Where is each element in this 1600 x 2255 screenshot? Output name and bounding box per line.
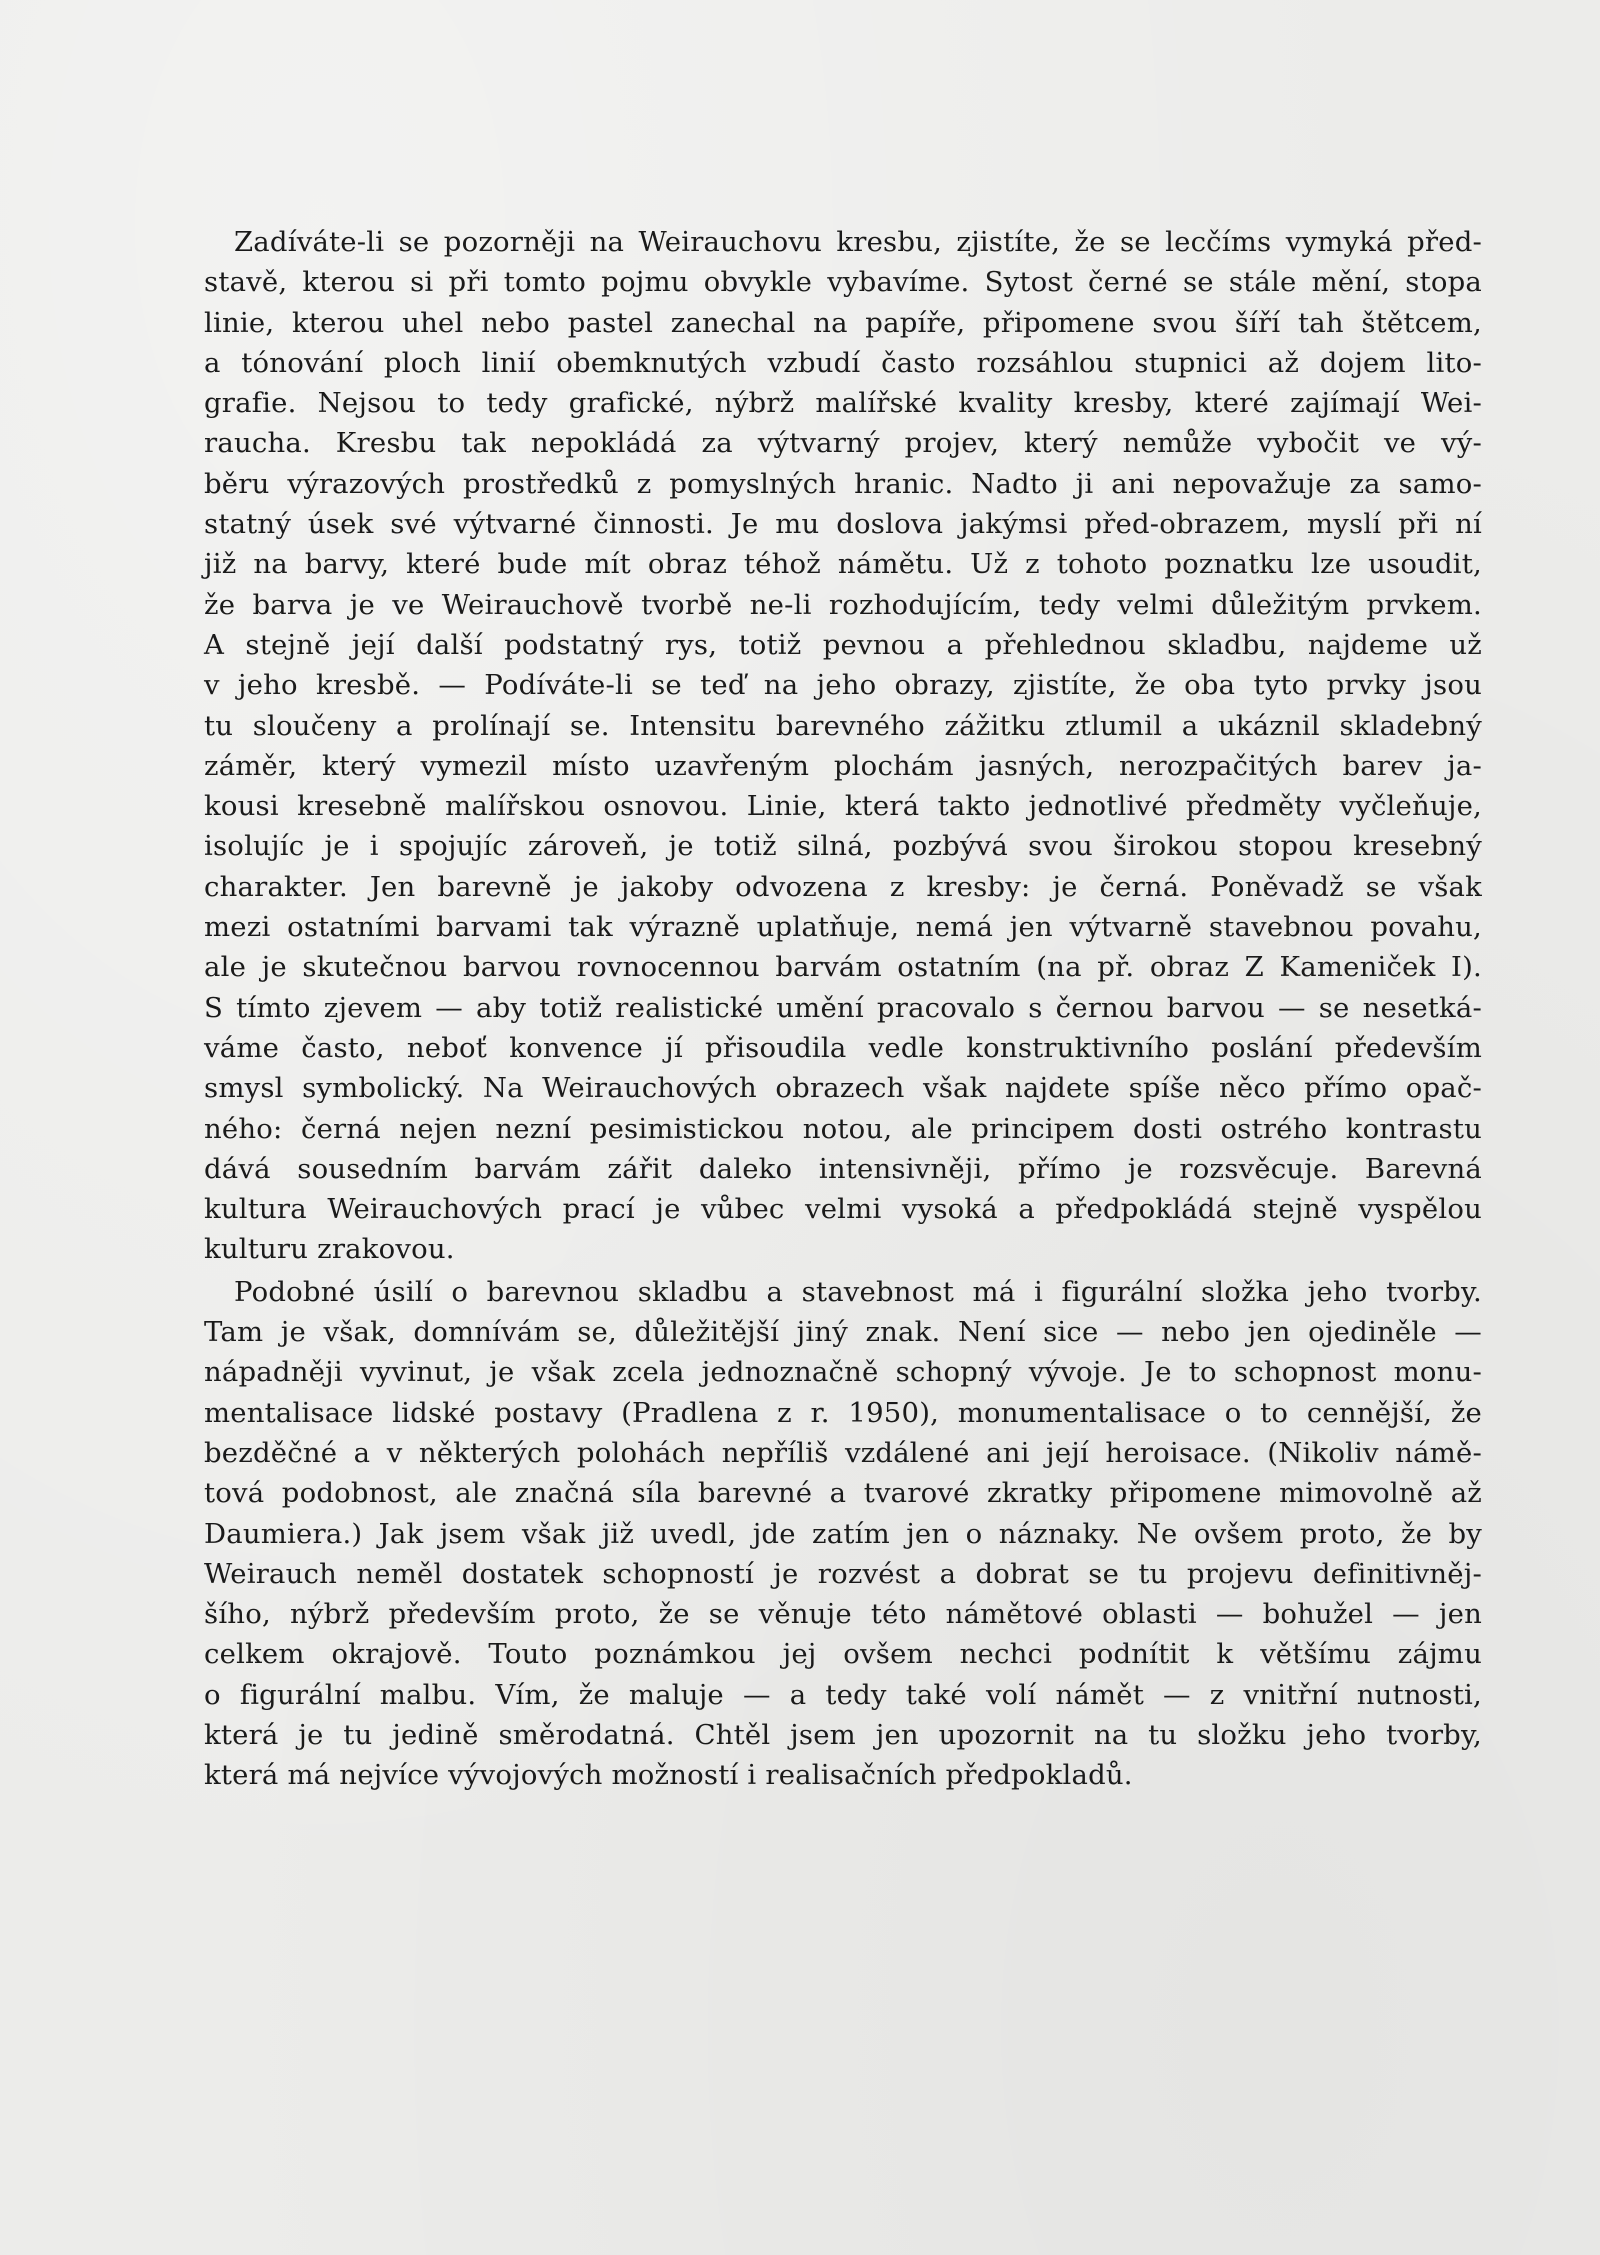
text-line: Podobné úsilí o barevnou skladbu a stavebnost má i figurální složka jeho tvorby. — [234, 1275, 1482, 1308]
text-line: o figurální malbu. Vím, že maluje — a tedy také volí námět — z vnitřní nutnosti, — [204, 1678, 1482, 1711]
text-line: která je tu jedině směrodatná. Chtěl jsem jen upozornit na tu složku jeho tvorby, — [204, 1718, 1482, 1751]
text-line: raucha. Kresbu tak nepokládá za výtvarný projev, který nemůže vybočit ve vý- — [204, 427, 1482, 460]
text-line: kulturu zrakovou. — [204, 1233, 455, 1266]
text-line: Tam je však, domnívám se, důležitější jiný znak. Není sice — nebo jen ojediněle — — [204, 1316, 1482, 1349]
text-line: tová podobnost, ale značná síla barevné a tvarové zkratky připomene mimovolně až — [204, 1477, 1482, 1510]
text-line: kultura Weirauchových prací je vůbec velmi vysoká a předpokládá stejně vyspělou — [204, 1193, 1482, 1226]
text-line: Zadíváte-li se pozorněji na Weirauchovu kresbu, zjistíte, že se lecčíms vymyká před- — [234, 226, 1482, 258]
text-line: grafie. Nejsou to tedy grafické, nýbrž malířské kvality kresby, které zajímají Wei- — [204, 387, 1482, 420]
text-line: mezi ostatními barvami tak výrazně uplatňuje, nemá jen výtvarně stavebnou povahu, — [204, 911, 1482, 944]
text-line: již na barvy, které bude mít obraz téhož námětu. Už z tohoto poznatku lze usoudit, — [204, 548, 1482, 581]
text-line: kousi kresebně malířskou osnovou. Linie, která takto jednotlivé předměty vyčleňuje, — [204, 790, 1482, 823]
text-line: která má nejvíce vývojových možností i realisačních předpokladů. — [204, 1759, 1133, 1792]
text-line: mentalisace lidské postavy (Pradlena z r. 1950), monumentalisace o to cennější, že — [204, 1396, 1482, 1429]
text-line: charakter. Jen barevně je jakoby odvozena z kresby: je černá. Poněvadž se však — [204, 870, 1482, 903]
text-line: tu sloučeny a prolínají se. Intensitu barevného zážitku ztlumil a ukáznil skladebný — [204, 709, 1482, 742]
text-line: bezděčné a v některých polohách nepříliš vzdálené ani její heroisace. (Nikoliv námě- — [204, 1436, 1482, 1469]
text-line: nápadněji vyvinut, je však zcela jednoznačně schopný vývoje. Je to schopnost monu- — [204, 1356, 1482, 1389]
text-line: stavě, kterou si při tomto pojmu obvykle vybavíme. Sytost černé se stále mění, stopa — [204, 266, 1482, 299]
text-line: šího, nýbrž především proto, že se věnuje této námětové oblasti — bohužel — jen — [204, 1598, 1482, 1631]
text-line: váme často, neboť konvence jí přisoudila vedle konstruktivního poslání především — [204, 1031, 1482, 1064]
text-line: statný úsek své výtvarné činnosti. Je mu doslova jakýmsi před-obrazem, myslí při ní — [204, 508, 1482, 541]
paragraph-1 — [204, 222, 1482, 1270]
text-line: A stejně její další podstatný rys, totiž pevnou a přehlednou skladbu, najdeme už — [204, 628, 1482, 661]
text-line: linie, kterou uhel nebo pastel zanechal na papíře, připomene svou šíří tah štětcem, — [204, 306, 1482, 339]
text-line: a tónování ploch linií obemknutých vzbudí často rozsáhlou stupnici až dojem lito- — [204, 346, 1482, 379]
text-line: smysl symbolický. Na Weirauchových obrazech však najdete spíše něco přímo opač- — [204, 1072, 1482, 1105]
text-line: ale je skutečnou barvou rovnocennou barvám ostatním (na př. obraz Z Kameniček I). — [204, 951, 1482, 984]
text-line: S tímto zjevem — aby totiž realistické umění pracovalo s černou barvou — se nesetká- — [204, 991, 1482, 1024]
text-line: isolujíc je i spojujíc zároveň, je totiž silná, pozbývá svou širokou stopou kresebný — [204, 830, 1482, 863]
text-line: běru výrazových prostředků z pomyslných hranic. Nadto ji ani nepovažuje za samo- — [204, 467, 1482, 500]
text-line: celkem okrajově. Touto poznámkou jej ovšem nechci podnítit k většímu zájmu — [204, 1638, 1482, 1671]
text-line: záměr, který vymezil místo uzavřeným plochám jasných, nerozpačitých barev ja- — [204, 749, 1482, 782]
paragraph-2 — [204, 1272, 1482, 1796]
text-line: v jeho kresbě. — Podíváte-li se teď na jeho obrazy, zjistíte, že oba tyto prvky jsou — [204, 669, 1482, 702]
text-line: Weirauch neměl dostatek schopností je rozvést a dobrat se tu projevu definitivněj- — [204, 1557, 1482, 1590]
text-line: ného: černá nejen nezní pesimistickou notou, ale principem dosti ostrého kontrastu — [204, 1112, 1482, 1145]
text-line: Daumiera.) Jak jsem však již uvedl, jde zatím jen o náznaky. Ne ovšem proto, že by — [204, 1517, 1482, 1550]
body-text — [204, 222, 1482, 1796]
text-line: že barva je ve Weirauchově tvorbě ne-li rozhodujícím, tedy velmi důležitým prvkem. — [204, 588, 1482, 621]
text-line: dává sousedním barvám zářit daleko intensivněji, přímo je rozsvěcuje. Barevná — [204, 1152, 1482, 1185]
